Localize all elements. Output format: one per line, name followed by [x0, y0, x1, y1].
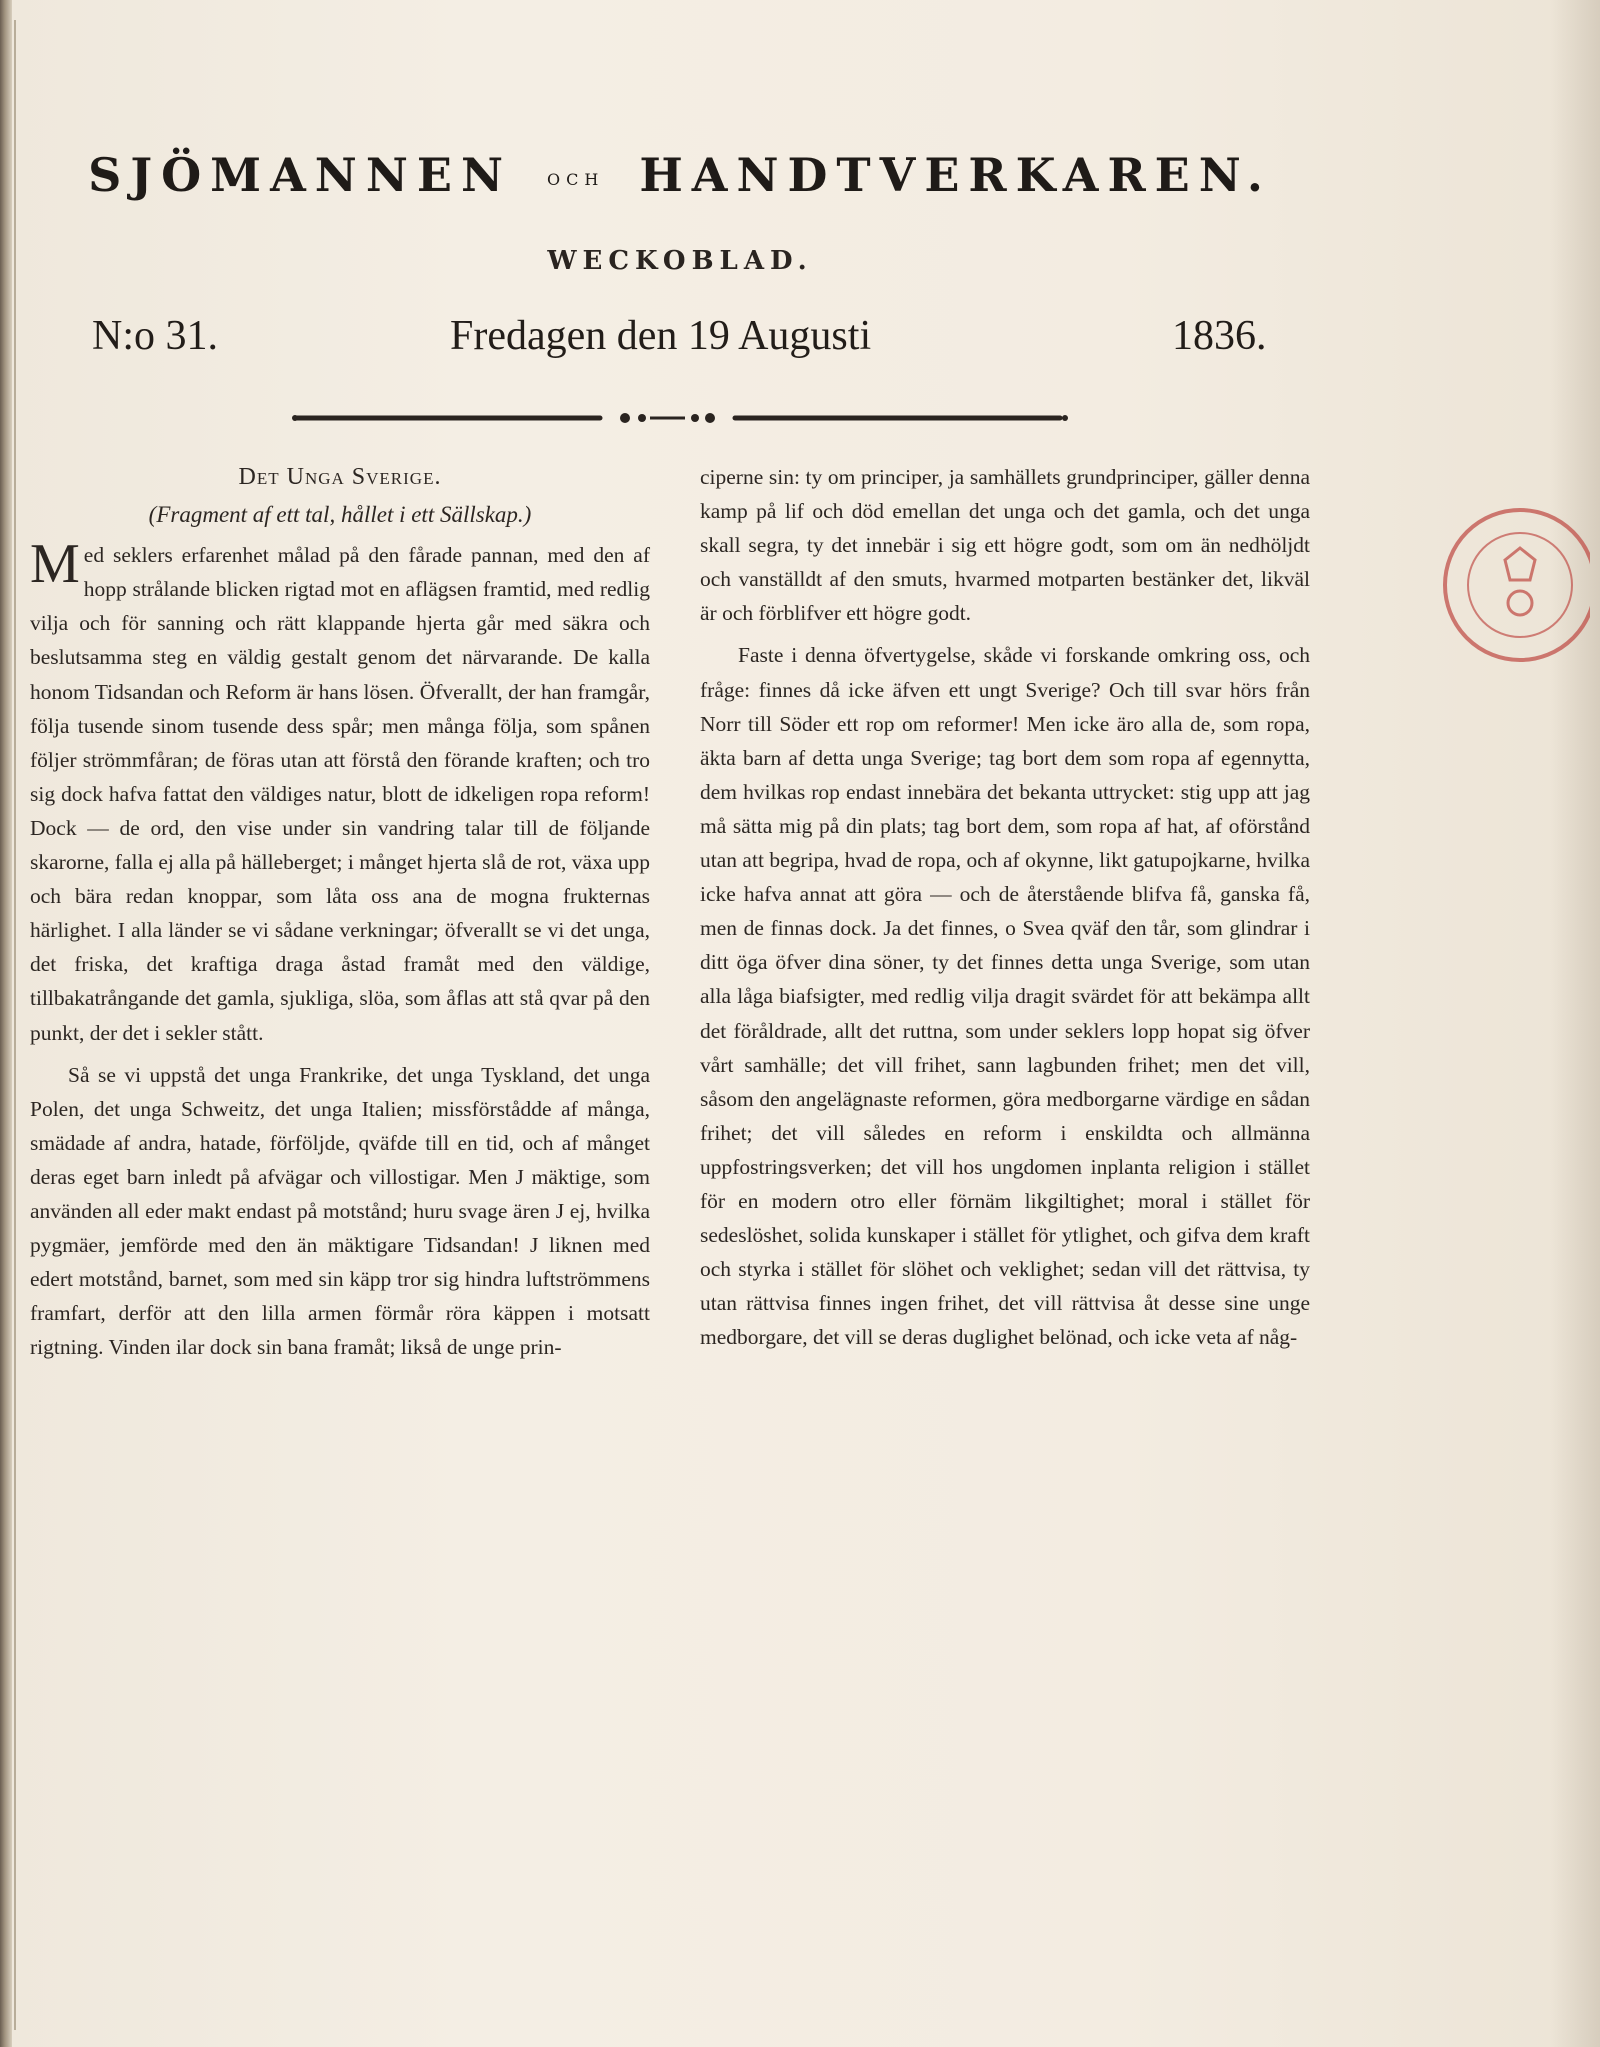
paragraph-text: ed seklers erfarenhet målad på den fårade pannan, med den af hopp strålande blicken rigtad mot en aflägsen framtid, med redlig vilja och för sanning och rätt klappande hjerta går med säkra och beslutsamma steg en väldig gestalt genom det närvarande. De kalla honom Tidsandan och Reform är hans lösen. Öfverallt, der han framgår, följa tusende sinom tusende dess spår; men många följa, som spånen följer strömmfåran; de föras utan att förstå den förande kraften; och tro sig dock hafva fattat den väldiges natur, blott de idkeligen ropa reform! Dock — de ord, den vise under sin vandring talar till de följande skarorne, falla ej alla på hälleberget; i månget hjerta slå de rot, växa upp och bära redan knoppar, som låta oss ana de mogna frukternas härlighet. I alla länder se vi sådane verkningar; öfverallt se vi det unga, det friska, det kraftiga draga åstad framåt med den väldige, tillbakatrångande det gamla, sjukliga, slöa, som åflas att stå qvar på den punkt, der det i sekler stått. — [30, 543, 650, 1045]
issue-number: N:o 31. — [92, 313, 218, 359]
masthead — [60, 148, 1300, 202]
library-stamp — [1420, 505, 1590, 675]
masthead-left: SJÖMANNEN — [88, 148, 512, 202]
article-paragraph — [30, 533, 650, 1049]
issue-date: Fredagen den 19 Augusti — [450, 313, 872, 359]
ornamental-rule — [290, 406, 1070, 430]
article-title: Det Unga Sverige. — [238, 464, 442, 490]
article-column-left — [30, 460, 650, 1364]
article-paragraph: Så se vi uppstå det unga Frankrike, det unga Tyskland, det unga Polen, det unga Schweitz, det unga Italien; missförstådde af många, smädade af andra, hatade, förföljde, qväfde till en tid, och af månget deras eget barn inledt på afvägar och villostigar. Men J mäktige, som använden all eder makt endast på motstånd; huru svage ären J ej, hvilka pygmäer, jemförde med den än mäktigare Tidsandan! J liknen med edert motstånd, barnet, som med sin käpp tror sig hindra luftströmmens framfart, derför att den lilla armen förmår röra käppen i motsatt rigtning. Vinden ilar dock sin bana framåt; likså de unge prin- — [30, 1062, 650, 1360]
masthead-subtitle: WECKOBLAD. — [547, 246, 813, 276]
page-shadow — [1550, 0, 1600, 2047]
article-paragraph: ciperne sin: ty om principer, ja samhällets grundprinciper, gäller denna kamp på lif och död emellan det unga och det gamla, och det unga skall segra, ty det innebär i sig ett högre godt, som om än nedhöljdt och vanställdt af den smuts, hvarmed motparten bestänker det, likväl är och förblifver ett högre godt. — [700, 465, 1310, 626]
masthead-och: OCH — [547, 169, 605, 189]
issue-year: 1836. — [1172, 313, 1267, 359]
drop-cap: M — [30, 533, 80, 596]
binding-edge — [0, 0, 12, 2047]
margin-line — [14, 20, 16, 2030]
article-subtitle: (Fragment af ett tal, hållet i ett Sällskap.) — [148, 502, 532, 528]
article-column-right — [700, 460, 1310, 1354]
masthead-right: HANDTVERKAREN. — [639, 148, 1272, 202]
article-paragraph: Faste i denna öfvertygelse, skåde vi forskande omkring oss, och fråge: finnes då icke äfven ett ungt Sverige? Och till svar hörs från Norr till Söder ett rop om reformer! Men icke äro alla de, som ropa, äkta barn af detta unga Sverige; tag bort dem som ropa af egennytta, dem hvilkas rop endast innebära det bekanta uttrycket: stig upp att jag må sätta mig på din plats; tag bort dem, som ropa af hat, af oförstånd utan att begripa, hvad de ropa, och af okynne, likt gatupojkarne, hvilka icke hafva annat att göra — och de återstående blifva få, ganska få, men de finnas dock. Ja det finnes, o Svea qväf den tår, som glindrar i ditt öga öfver dina söner, ty det finnes detta unga Sverige, som utan alla låga biafsigter, med redlig vilja dragit svärdet för att bekämpa allt det föråldrade, allt det ruttna, som under seklers lopp hopat sig öfver vårt samhälle; det vill frihet, sann lagbunden frihet; men det vill, såsom den angelägnaste reformen, göra medborgarne värdige en sådan frihet; det vill således en reform i enskildta och allmänna uppfostringsverken; det vill hos ungdomen inplanta religion i stället för en modern otro eller förnäm likgiltighet; moral i stället för sedeslöshet, solida kunskaper i stället för ytlighet, och gifva dem kraft och styrka i stället för slöhet och veklighet; sedan vill det rättvisa, ty utan rättvisa finnes ingen frihet, det vill rättvisa åt desse sine unge medborgare, det vill se deras duglighet belönad, och icke veta af någ- — [700, 643, 1310, 1350]
